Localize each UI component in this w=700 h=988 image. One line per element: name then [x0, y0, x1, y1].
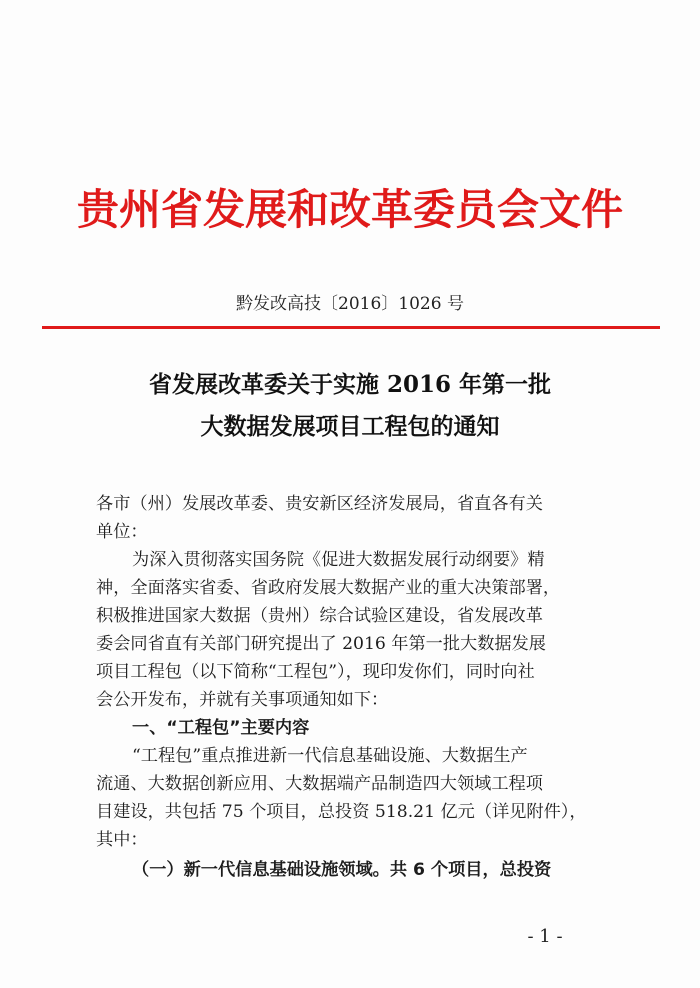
- document-number: 黔发改高技〔2016〕1026 号: [236, 294, 464, 314]
- document-title-line-2: 大数据发展项目工程包的通知: [200, 413, 500, 440]
- addressee-line: 各市（州）发展改革委、贵安新区经济发展局，省直各有关: [96, 494, 543, 514]
- paragraph-line: 流通、大数据创新应用、大数据端产品制造四大领域工程项: [96, 774, 543, 794]
- document-title-line-1: 省发展改革委关于实施 2016 年第一批: [148, 371, 552, 398]
- paragraph-line: “工程包”重点推进新一代信息基础设施、大数据生产: [132, 746, 528, 766]
- red-separator-rule: [42, 326, 660, 329]
- page-number: - 1 -: [527, 926, 563, 947]
- paragraph-line: 积极推进国家大数据（贵州）综合试验区建设，省发展改革: [96, 606, 543, 626]
- addressee-line: 单位：: [96, 522, 148, 542]
- paragraph-line: 神，全面落实省委、省政府发展大数据产业的重大决策部署，: [96, 578, 561, 598]
- paragraph-line: 委会同省直有关部门研究提出了 2016 年第一批大数据发展: [96, 634, 546, 654]
- issuing-authority-masthead: 贵州省发展和改革委员会文件: [76, 185, 623, 234]
- section-heading: 一、“工程包”主要内容: [132, 718, 310, 738]
- paragraph-line: 为深入贯彻落实国务院《促进大数据发展行动纲要》精: [132, 550, 545, 570]
- paragraph-line: 其中：: [96, 830, 148, 850]
- paragraph-line: 会公开发布，并就有关事项通知如下：: [96, 690, 389, 710]
- subsection-heading: （一）新一代信息基础设施领域。共 6 个项目，总投资: [132, 860, 552, 880]
- paragraph-line: 目建设，共包括 75 个项目，总投资 518.21 亿元（详见附件），: [96, 802, 587, 822]
- paragraph-line: 项目工程包（以下简称“工程包”），现印发你们，同时向社: [96, 662, 535, 682]
